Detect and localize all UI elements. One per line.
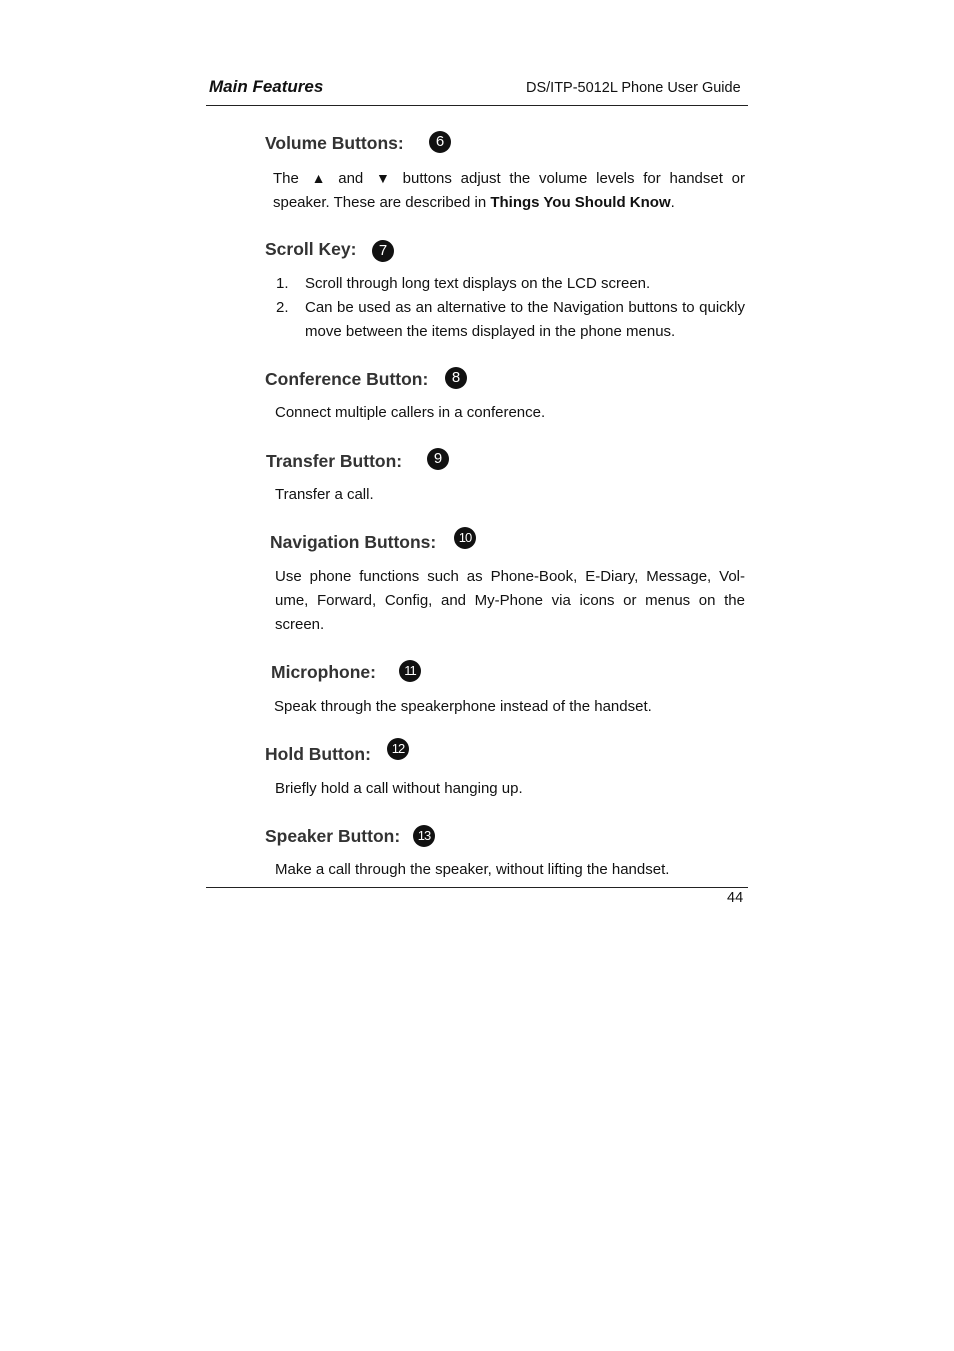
transfer-button-heading: Transfer Button: [266, 451, 403, 471]
callout-12-badge: 12 [387, 738, 409, 760]
hold-button-description: Briefly hold a call without hanging up. [275, 780, 523, 797]
volume-buttons-heading: Volume Buttons: [265, 133, 404, 153]
down-arrow-icon: ▼ [376, 170, 390, 186]
speaker-button-heading: Speaker Button: [265, 826, 401, 846]
conference-button-description: Connect multiple callers in a conference. [275, 404, 546, 421]
footer-rule [206, 887, 748, 888]
list-item: Can be used as an alternative to the Navigation buttons to quickly move between the items displayed in the phone menus. [305, 299, 745, 340]
things-you-should-know-reference: Things You Should Know [490, 194, 671, 211]
speaker-button-description: Make a call through the speaker, without lifting the handset. [275, 861, 670, 878]
page-number: 44 [727, 890, 744, 906]
callout-13-badge: 13 [413, 825, 435, 847]
hold-button-heading: Hold Button: [265, 744, 371, 764]
microphone-heading: Microphone: [271, 662, 376, 682]
volume-text-rest: buttons adjust the volume levels for handset or speaker. These are described in [273, 170, 745, 211]
transfer-button-description: Transfer a call. [275, 486, 374, 503]
navigation-buttons-heading: Navigation Buttons: [270, 532, 437, 552]
list-item-number: 1. [276, 275, 289, 292]
microphone-description: Speak through the speakerphone instead of the handset. [274, 698, 652, 715]
callout-9-badge: 9 [427, 448, 449, 470]
up-arrow-icon: ▲ [311, 170, 326, 186]
running-header-guide-title: DS/ITP-5012L Phone User Guide [526, 80, 741, 96]
running-header-section: Main Features [209, 77, 324, 96]
callout-8-badge: 8 [445, 367, 467, 389]
volume-text-period: . [670, 194, 675, 211]
callout-6-badge: 6 [429, 131, 451, 153]
volume-text-and: and [338, 170, 364, 187]
list-item-number: 2. [276, 299, 289, 316]
conference-button-heading: Conference Button: [265, 369, 429, 389]
volume-text-the: The [273, 170, 299, 187]
volume-buttons-description [273, 166, 745, 215]
callout-11-badge: 11 [399, 660, 421, 682]
scroll-key-heading: Scroll Key: [265, 239, 357, 259]
list-item: Scroll through long text displays on the LCD screen. [305, 275, 651, 292]
callout-7-badge: 7 [372, 240, 394, 262]
navigation-buttons-description: Use phone functions such as Phone-Book, E-Diary, Message, Vol-ume, Forward, Config, and My-Phone via icons or menus on the screen. [275, 568, 745, 633]
header-rule [206, 105, 748, 106]
callout-10-badge: 10 [454, 527, 476, 549]
